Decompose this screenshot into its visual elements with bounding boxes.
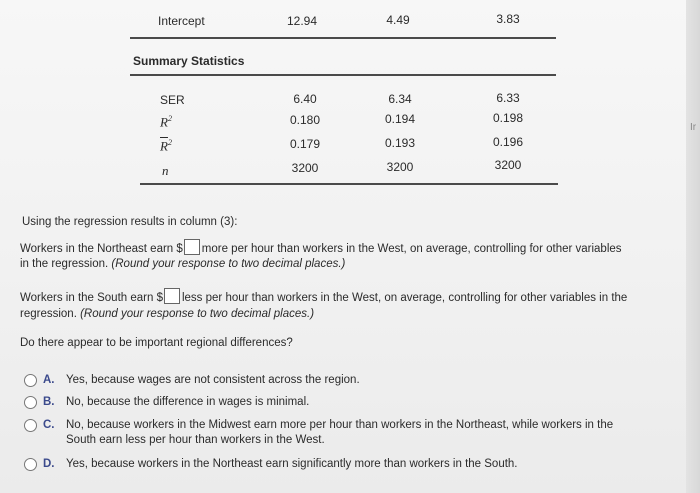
option-b[interactable]: B. No, because the difference in wages is minimal.	[24, 395, 664, 411]
option-a-radio[interactable]	[24, 374, 37, 387]
intercept-label: Intercept	[158, 14, 205, 28]
adjusted-r-squared-col1: 0.179	[289, 137, 321, 151]
south-line-2: regression. (Round your response to two decimal places.)	[20, 308, 315, 320]
ser-col1: 6.40	[293, 92, 317, 106]
adjusted-r-squared-col3: 0.196	[492, 135, 524, 149]
northeast-line-2: in the regression. (Round your response to two decimal places.)	[20, 258, 346, 270]
n-col2: 3200	[386, 160, 414, 174]
intercept-col3: 3.83	[496, 12, 520, 26]
south-line-1: Workers in the South earn $ less per hour than workers in the West, on average, controlling for other variables in the	[20, 288, 627, 306]
n-col3: 3200	[494, 158, 522, 172]
n-col1: 3200	[291, 161, 319, 175]
n-label: n	[162, 163, 169, 178]
table-rule-bottom	[140, 183, 558, 185]
intercept-col2: 4.49	[386, 13, 410, 27]
ser-label: SER	[160, 93, 185, 107]
ser-col3: 6.33	[496, 91, 520, 105]
option-d-radio[interactable]	[24, 458, 37, 471]
regression-table	[0, 0, 686, 200]
northeast-answer-input[interactable]	[184, 239, 200, 255]
adjacent-panel-edge	[686, 0, 700, 493]
northeast-line-1: Workers in the Northeast earn $ more per hour than workers in the West, on average, controlling for other variables	[20, 239, 622, 257]
r-squared-col1: 0.180	[289, 113, 321, 127]
adjusted-r-squared-col2: 0.193	[384, 136, 416, 150]
ser-col2: 6.34	[388, 92, 412, 106]
r-squared-col2: 0.194	[384, 112, 416, 126]
adjusted-r-squared-label: $\overline{R}^2$	[160, 138, 172, 154]
option-d[interactable]: D. Yes, because workers in the Northeast earn significantly more than workers in the South.	[24, 457, 664, 473]
option-c-radio[interactable]	[24, 419, 37, 432]
edge-text: Ir	[690, 122, 697, 133]
option-a[interactable]: A. Yes, because wages are not consistent across the region.	[24, 373, 664, 389]
south-answer-input[interactable]	[164, 288, 180, 304]
question-intro: Using the regression results in column (3):	[22, 216, 238, 228]
r-squared-label: $R^2$	[160, 114, 172, 130]
regional-question: Do there appear to be important regional differences?	[20, 337, 293, 349]
option-c[interactable]: C. No, because workers in the Midwest earn more per hour than workers in the Northeast, while workers in the South earn less per hour than workers in the West.	[24, 418, 674, 450]
r-squared-col3: 0.198	[492, 111, 524, 125]
table-rule-top	[130, 37, 556, 39]
intercept-col1: 12.94	[286, 14, 318, 28]
table-rule-mid	[130, 74, 556, 76]
option-b-radio[interactable]	[24, 396, 37, 409]
summary-statistics-heading: Summary Statistics	[133, 54, 245, 68]
